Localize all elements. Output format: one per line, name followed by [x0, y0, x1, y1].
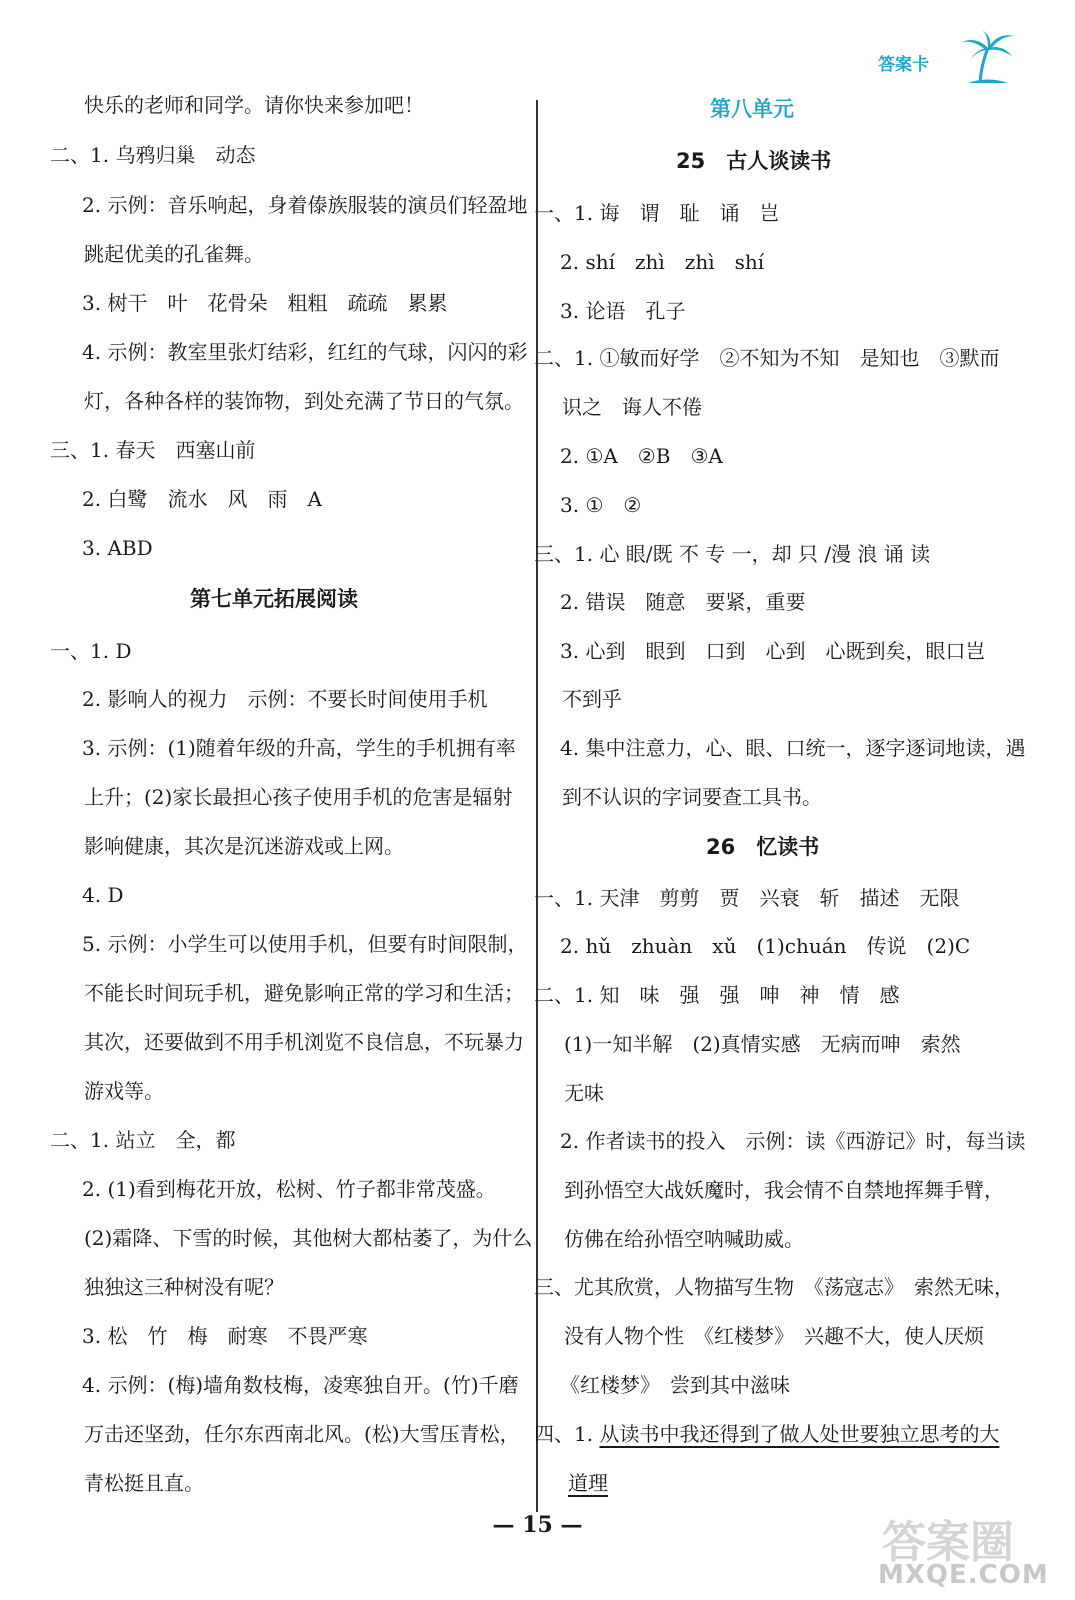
watermark-url: MXQE.COM — [878, 1560, 1049, 1590]
text-line: 3. 树干 叶 花骨朵 粗粗 疏疏 累累 — [82, 291, 448, 315]
palm-tree-icon — [958, 28, 1018, 84]
text-line: 其次，还要做到不用手机浏览不良信息，不玩暴力 — [84, 1030, 524, 1054]
underlined-answer: 道理 — [568, 1471, 608, 1495]
text-line: 青松挺且直。 — [84, 1471, 204, 1495]
text-line: 一、1. 诲 谓 耻 诵 岂 — [534, 201, 780, 225]
lesson-heading: 26 忆读书 — [706, 835, 820, 859]
text-line: 三、1. 心 眼/既 不 专 一，却 只 /漫 浪 诵 读 — [534, 542, 931, 566]
column-divider — [536, 100, 538, 1512]
page-number: — 15 — — [492, 1512, 583, 1538]
text-line: 不到乎 — [562, 687, 622, 711]
text-line: 二、1. ①敏而好学 ②不知为不知 是知也 ③默而 — [534, 346, 1000, 370]
text-line: 上升；(2)家长最担心孩子使用手机的危害是辐射 — [84, 785, 513, 809]
text-line: 3. 示例：(1)随着年级的升高，学生的手机拥有率 — [82, 736, 516, 760]
text-line: 3. 松 竹 梅 耐寒 不畏严寒 — [82, 1324, 368, 1348]
text-line: 5. 示例：小学生可以使用手机，但要有时间限制， — [82, 932, 528, 956]
text-line: 快乐的老师和同学。请你快来参加吧！ — [84, 93, 424, 117]
text-line: 3. 论语 孔子 — [560, 299, 686, 323]
lesson-heading: 25 古人谈读书 — [676, 149, 832, 173]
watermark-logo: 答案圈 — [882, 1517, 1014, 1568]
text-line: 2. (1)看到梅花开放，松树、竹子都非常茂盛。 — [82, 1177, 496, 1201]
text-line: 独独这三种树没有呢？ — [84, 1275, 284, 1299]
text-line: 2. shí zhì zhì shí — [560, 250, 765, 274]
text-line: 4. 示例：(梅)墙角数枝梅，凌寒独自开。(竹)千磨 — [82, 1373, 519, 1397]
item-prefix: 四、1. — [534, 1422, 600, 1446]
text-line: 二、1. 乌鸦归巢 动态 — [50, 143, 256, 167]
text-line: 一、1. D — [50, 639, 132, 663]
answer-card-tag: 答案卡 — [878, 55, 929, 75]
text-line: 不能长时间玩手机，避免影响正常的学习和生活； — [84, 981, 524, 1005]
text-line: 二、1. 站立 全，都 — [50, 1128, 236, 1152]
text-line: 4. 示例：教室里张灯结彩，红红的气球，闪闪的彩 — [82, 340, 528, 364]
text-line: 影响健康，其次是沉迷游戏或上网。 — [84, 834, 404, 858]
text-line: 二、1. 知 味 强 强 呻 神 情 感 — [534, 983, 900, 1007]
text-line: 三、1. 春天 西塞山前 — [50, 438, 256, 462]
text-line: 2. hǔ zhuàn xǔ (1)chuán 传说 (2)C — [560, 934, 971, 958]
text-line: 2. 错误 随意 要紧，重要 — [560, 590, 806, 614]
text-line: 《红楼梦》 尝到其中滋味 — [560, 1373, 790, 1397]
text-line: 万击还坚劲，任尔东西南北风。(松)大雪压青松， — [84, 1422, 520, 1446]
text-line: (1)一知半解 (2)真情实感 无病而呻 索然 — [564, 1032, 961, 1056]
text-line: 游戏等。 — [84, 1079, 164, 1103]
text-line: 3. ① ② — [560, 493, 642, 517]
text-line: 三、尤其欣赏，人物描写生物 《荡寇志》 索然无味， — [534, 1275, 1014, 1299]
text-line: 4. 集中注意力，心、眼、口统一，逐字逐词地读，遇 — [560, 736, 1026, 760]
watermark — [868, 1506, 1068, 1594]
text-line: 2. 示例：音乐响起，身着傣族服装的演员们轻盈地 — [82, 193, 528, 217]
text-line: 无味 — [564, 1081, 604, 1105]
text-line: 灯，各种各样的装饰物，到处充满了节日的气氛。 — [84, 389, 524, 413]
underlined-answer: 从读书中我还得到了做人处世要独立思考的大 — [599, 1422, 1000, 1446]
text-line: 2. 白鹭 流水 风 雨 A — [82, 487, 322, 511]
text-line: 2. ①A ②B ③A — [560, 444, 723, 468]
text-line: 仿佛在给孙悟空呐喊助威。 — [564, 1227, 804, 1251]
text-line: 3. 心到 眼到 口到 心到 心既到矣，眼口岂 — [560, 639, 986, 663]
text-line: 识之 诲人不倦 — [562, 395, 702, 419]
text-line: (2)霜降、下雪的时候，其他树大都枯萎了，为什么 — [84, 1226, 533, 1250]
text-line: 一、1. 天津 剪剪 贾 兴衰 斩 描述 无限 — [534, 886, 960, 910]
text-line: 2. 作者读书的投入 示例：读《西游记》时，每当读 — [560, 1129, 1026, 1153]
section-heading: 第七单元拓展阅读 — [190, 587, 358, 611]
text-line: 2. 影响人的视力 示例：不要长时间使用手机 — [82, 687, 488, 711]
unit-heading: 第八单元 — [710, 97, 794, 121]
text-line — [534, 1421, 999, 1447]
text-line: 没有人物个性 《红楼梦》 兴趣不大，使人厌烦 — [564, 1324, 984, 1348]
text-line: 4. D — [82, 883, 124, 907]
text-line: 到孙悟空大战妖魔时，我会情不自禁地挥舞手臂， — [564, 1178, 1004, 1202]
text-line: 到不认识的字词要查工具书。 — [562, 785, 822, 809]
text-line: 3. ABD — [82, 536, 153, 560]
text-line: 跳起优美的孔雀舞。 — [84, 242, 264, 266]
